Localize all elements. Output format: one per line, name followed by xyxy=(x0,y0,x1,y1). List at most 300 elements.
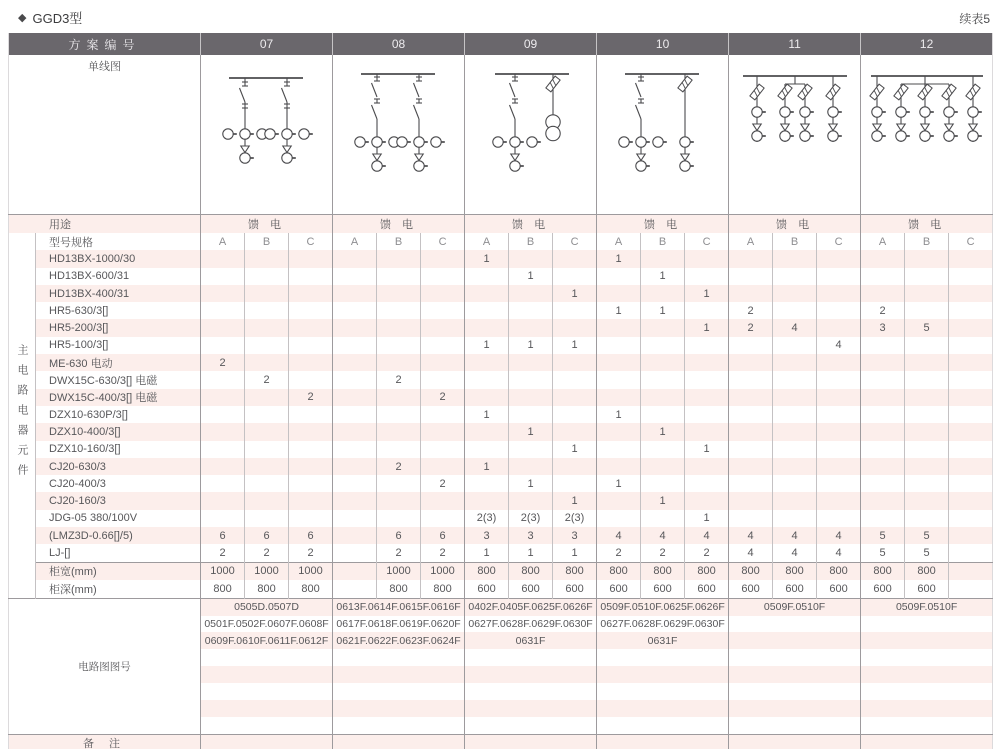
cabinet-width-cell xyxy=(333,562,377,580)
quantity-cell xyxy=(817,492,861,509)
quantity-cell xyxy=(817,389,861,406)
quantity-cell xyxy=(465,268,509,285)
drawing-number-section-label: 电路图图号 xyxy=(9,598,201,734)
quantity-cell xyxy=(333,302,377,319)
quantity-cell: 3 xyxy=(509,527,553,544)
diagram-row xyxy=(9,55,993,215)
quantity-cell xyxy=(597,389,641,406)
subcolumn-header: A xyxy=(597,233,641,250)
quantity-cell xyxy=(289,285,333,302)
drawing-number-cell: 0621F.0622F.0623F.0624F xyxy=(333,632,465,649)
quantity-cell: 4 xyxy=(817,527,861,544)
quantity-cell xyxy=(245,354,289,371)
quantity-cell xyxy=(377,250,421,267)
cabinet-depth-cell: 600 xyxy=(861,580,905,598)
quantity-cell xyxy=(509,458,553,475)
drawing-number-cell xyxy=(861,683,993,700)
quantity-cell: 2 xyxy=(421,544,465,562)
quantity-cell xyxy=(729,285,773,302)
quantity-cell xyxy=(289,354,333,371)
quantity-cell xyxy=(421,354,465,371)
subcolumn-header: B xyxy=(377,233,421,250)
quantity-cell xyxy=(201,510,245,527)
quantity-cell xyxy=(201,475,245,492)
quantity-cell: 2 xyxy=(729,319,773,336)
cabinet-width-cell: 800 xyxy=(817,562,861,580)
drawing-number-cell xyxy=(201,700,333,717)
drawing-number-cell xyxy=(729,616,861,633)
quantity-cell xyxy=(641,389,685,406)
drawing-number-cell: 0613F.0614F.0615F.0616F xyxy=(333,598,465,615)
quantity-cell xyxy=(201,319,245,336)
quantity-cell xyxy=(333,337,377,354)
subcolumn-header: B xyxy=(509,233,553,250)
title-bar xyxy=(8,8,992,33)
quantity-cell xyxy=(245,285,289,302)
quantity-cell xyxy=(465,475,509,492)
quantity-cell xyxy=(861,268,905,285)
quantity-cell xyxy=(861,250,905,267)
quantity-cell xyxy=(201,250,245,267)
quantity-cell xyxy=(685,371,729,388)
quantity-cell xyxy=(333,475,377,492)
quantity-cell xyxy=(509,354,553,371)
remark-cell xyxy=(729,734,861,749)
quantity-cell xyxy=(597,285,641,302)
single-line-diagram-09 xyxy=(465,58,596,208)
quantity-cell xyxy=(817,268,861,285)
drawing-number-cell xyxy=(465,683,597,700)
quantity-cell xyxy=(333,458,377,475)
cabinet-depth-cell: 600 xyxy=(641,580,685,598)
cabinet-width-cell: 800 xyxy=(861,562,905,580)
quantity-cell xyxy=(377,268,421,285)
component-row xyxy=(9,319,993,336)
quantity-cell xyxy=(553,302,597,319)
quantity-cell xyxy=(597,458,641,475)
component-row xyxy=(9,406,993,423)
drawing-number-cell: 0617F.0618F.0619F.0620F xyxy=(333,616,465,633)
quantity-cell: 1 xyxy=(553,337,597,354)
quantity-cell xyxy=(377,475,421,492)
scheme-header-09: 09 xyxy=(465,33,597,55)
quantity-cell: 4 xyxy=(729,544,773,562)
diagram-cell-08 xyxy=(333,55,465,215)
subcolumn-header: C xyxy=(421,233,465,250)
drawing-number-cell xyxy=(597,666,729,683)
drawing-number-cell xyxy=(729,700,861,717)
cabinet-width-cell: 800 xyxy=(641,562,685,580)
drawing-number-cell xyxy=(201,717,333,734)
cabinet-depth-cell: 600 xyxy=(553,580,597,598)
quantity-cell xyxy=(333,544,377,562)
quantity-cell xyxy=(509,441,553,458)
quantity-cell: 2(3) xyxy=(465,510,509,527)
cabinet-depth-cell: 600 xyxy=(465,580,509,598)
subcolumn-header: B xyxy=(773,233,817,250)
quantity-cell xyxy=(377,510,421,527)
drawing-number-cell xyxy=(729,683,861,700)
component-name: CJ20-160/3 xyxy=(36,492,201,509)
quantity-cell: 4 xyxy=(773,527,817,544)
quantity-cell xyxy=(817,302,861,319)
quantity-cell: 1 xyxy=(509,268,553,285)
subcolumn-header: C xyxy=(817,233,861,250)
quantity-cell xyxy=(289,406,333,423)
quantity-cell: 2 xyxy=(421,475,465,492)
component-name: LJ-[] xyxy=(49,546,71,559)
quantity-cell xyxy=(949,268,993,285)
quantity-cell xyxy=(905,423,949,440)
usage-cell: 馈 电 xyxy=(333,215,465,234)
quantity-cell xyxy=(597,371,641,388)
quantity-cell xyxy=(201,302,245,319)
component-row xyxy=(9,510,993,527)
quantity-cell: 2 xyxy=(421,389,465,406)
quantity-cell xyxy=(905,510,949,527)
quantity-cell xyxy=(949,492,993,509)
quantity-cell: 1 xyxy=(597,406,641,423)
drawing-number-cell xyxy=(465,717,597,734)
quantity-cell xyxy=(861,458,905,475)
quantity-cell xyxy=(773,406,817,423)
quantity-cell xyxy=(465,441,509,458)
main-circuit-components-strip xyxy=(9,233,36,598)
subcolumn-header: C xyxy=(685,233,729,250)
quantity-cell xyxy=(905,406,949,423)
drawing-number-cell xyxy=(861,616,993,633)
quantity-cell xyxy=(861,423,905,440)
quantity-cell xyxy=(333,423,377,440)
quantity-cell xyxy=(465,354,509,371)
quantity-cell: 6 xyxy=(377,527,421,544)
quantity-cell xyxy=(685,423,729,440)
remark-cell xyxy=(465,734,597,749)
quantity-cell xyxy=(817,319,861,336)
quantity-cell xyxy=(465,302,509,319)
drawing-number-cell xyxy=(861,700,993,717)
quantity-cell xyxy=(245,475,289,492)
cabinet-width-cell: 1000 xyxy=(421,562,465,580)
quantity-cell: 5 xyxy=(905,527,949,544)
component-row xyxy=(9,441,993,458)
quantity-cell xyxy=(685,250,729,267)
quantity-cell xyxy=(641,337,685,354)
quantity-cell: 2 xyxy=(641,544,685,562)
quantity-cell xyxy=(333,406,377,423)
quantity-cell xyxy=(641,406,685,423)
quantity-cell xyxy=(905,268,949,285)
diagram-cell-09 xyxy=(465,55,597,215)
drawing-number-cell: 0505D.0507D xyxy=(201,598,333,615)
remark-cell xyxy=(861,734,993,749)
remark-cell xyxy=(333,734,465,749)
quantity-cell: 1 xyxy=(685,510,729,527)
quantity-cell xyxy=(773,389,817,406)
drawing-number-cell: 0627F.0628F.0629F.0630F xyxy=(597,616,729,633)
quantity-cell xyxy=(553,475,597,492)
quantity-cell xyxy=(245,268,289,285)
component-name: CJ20-400/3 xyxy=(49,477,106,490)
quantity-cell xyxy=(729,458,773,475)
scheme-header-10: 10 xyxy=(597,33,729,55)
quantity-cell xyxy=(685,475,729,492)
component-name: DWX15C-630/3[] 电磁 xyxy=(49,375,158,388)
quantity-cell xyxy=(333,527,377,544)
spec-header-row xyxy=(9,233,993,250)
cabinet-depth-cell: 800 xyxy=(421,580,465,598)
quantity-cell: 4 xyxy=(817,337,861,354)
quantity-cell xyxy=(201,337,245,354)
quantity-cell xyxy=(641,250,685,267)
quantity-cell xyxy=(333,492,377,509)
single-line-diagram-11 xyxy=(729,58,860,208)
quantity-cell xyxy=(289,250,333,267)
component-name: DZX10-160/3[] xyxy=(49,443,121,456)
quantity-cell xyxy=(729,406,773,423)
quantity-cell xyxy=(201,423,245,440)
component-row xyxy=(9,423,993,440)
drawing-number-cell xyxy=(861,632,993,649)
drawing-number-cell xyxy=(333,649,465,666)
component-name: DZX10-630P/3[] xyxy=(49,408,128,421)
quantity-cell: 2 xyxy=(201,354,245,371)
drawing-number-cell xyxy=(465,666,597,683)
quantity-cell xyxy=(641,475,685,492)
quantity-cell xyxy=(289,268,333,285)
scheme-header-12: 12 xyxy=(861,33,993,55)
drawing-number-cell: 0609F.0610F.0611F.0612F xyxy=(201,632,333,649)
quantity-cell xyxy=(289,302,333,319)
quantity-cell xyxy=(245,319,289,336)
quantity-cell xyxy=(949,406,993,423)
quantity-cell xyxy=(861,475,905,492)
drawing-number-cell xyxy=(465,649,597,666)
quantity-cell xyxy=(201,406,245,423)
cabinet-width-cell: 800 xyxy=(465,562,509,580)
quantity-cell: 1 xyxy=(597,302,641,319)
quantity-cell xyxy=(377,441,421,458)
quantity-cell xyxy=(773,337,817,354)
component-name: (LMZ3D-0.66[]/5) xyxy=(36,527,201,544)
quantity-cell xyxy=(949,510,993,527)
quantity-cell xyxy=(685,302,729,319)
quantity-cell xyxy=(817,510,861,527)
quantity-cell xyxy=(553,250,597,267)
cabinet-width-cell: 800 xyxy=(685,562,729,580)
quantity-cell xyxy=(465,389,509,406)
single-line-diagram-12 xyxy=(861,58,992,208)
quantity-cell xyxy=(377,423,421,440)
remark-cell xyxy=(201,734,333,749)
quantity-cell xyxy=(245,441,289,458)
subcolumn-header: B xyxy=(245,233,289,250)
quantity-cell: 1 xyxy=(553,544,597,562)
quantity-cell xyxy=(289,337,333,354)
cabinet-depth-cell: 800 xyxy=(289,580,333,598)
quantity-cell xyxy=(333,371,377,388)
quantity-cell xyxy=(729,510,773,527)
quantity-cell xyxy=(685,337,729,354)
quantity-cell xyxy=(421,510,465,527)
spec-table-body xyxy=(9,33,993,749)
quantity-cell: 3 xyxy=(553,527,597,544)
quantity-cell xyxy=(597,354,641,371)
quantity-cell xyxy=(905,337,949,354)
quantity-cell: 2 xyxy=(377,458,421,475)
cabinet-depth-cell: 800 xyxy=(201,580,245,598)
quantity-cell xyxy=(817,441,861,458)
quantity-cell xyxy=(861,285,905,302)
quantity-cell xyxy=(509,319,553,336)
quantity-cell xyxy=(773,302,817,319)
quantity-cell xyxy=(289,423,333,440)
quantity-cell xyxy=(245,337,289,354)
drawing-number-cell xyxy=(597,683,729,700)
quantity-cell xyxy=(509,389,553,406)
quantity-cell xyxy=(421,285,465,302)
drawing-number-cell xyxy=(861,666,993,683)
quantity-cell xyxy=(597,492,641,509)
quantity-cell xyxy=(641,319,685,336)
quantity-cell: 1 xyxy=(641,268,685,285)
cabinet-depth-cell: 800 xyxy=(245,580,289,598)
quantity-cell xyxy=(333,319,377,336)
quantity-cell xyxy=(421,268,465,285)
remark-cell xyxy=(597,734,729,749)
single-line-diagram-08 xyxy=(333,58,464,208)
quantity-cell: 4 xyxy=(641,527,685,544)
quantity-cell: 3 xyxy=(465,527,509,544)
quantity-cell xyxy=(641,458,685,475)
quantity-cell xyxy=(553,406,597,423)
cabinet-depth-cell xyxy=(333,580,377,598)
quantity-cell: 2 xyxy=(289,544,333,562)
quantity-cell xyxy=(597,268,641,285)
quantity-cell xyxy=(201,441,245,458)
quantity-cell xyxy=(421,458,465,475)
component-row xyxy=(9,458,993,475)
quantity-cell xyxy=(729,250,773,267)
quantity-cell xyxy=(421,441,465,458)
scheme-header-08: 08 xyxy=(333,33,465,55)
quantity-cell xyxy=(861,492,905,509)
quantity-cell xyxy=(289,458,333,475)
quantity-cell xyxy=(817,406,861,423)
drawing-number-cell: 0402F.0405F.0625F.0626F xyxy=(465,598,597,615)
quantity-cell xyxy=(685,354,729,371)
quantity-cell: 1 xyxy=(509,544,553,562)
quantity-cell xyxy=(377,319,421,336)
subcolumn-header: C xyxy=(289,233,333,250)
cabinet-width-cell: 1000 xyxy=(245,562,289,580)
cabinet-width-cell: 800 xyxy=(553,562,597,580)
diamond-icon: ◆ xyxy=(18,12,27,24)
quantity-cell xyxy=(729,492,773,509)
quantity-cell xyxy=(377,389,421,406)
quantity-cell xyxy=(949,319,993,336)
cabinet-depth-cell: 600 xyxy=(817,580,861,598)
component-row xyxy=(9,389,993,406)
quantity-cell xyxy=(685,458,729,475)
quantity-cell xyxy=(377,285,421,302)
quantity-cell: 5 xyxy=(861,527,905,544)
quantity-cell xyxy=(509,492,553,509)
quantity-cell xyxy=(773,250,817,267)
quantity-cell xyxy=(245,389,289,406)
subcolumn-header: C xyxy=(553,233,597,250)
quantity-cell xyxy=(597,319,641,336)
quantity-cell xyxy=(773,441,817,458)
drawing-number-cell xyxy=(333,700,465,717)
quantity-cell: 1 xyxy=(641,302,685,319)
quantity-cell xyxy=(817,423,861,440)
quantity-cell: 4 xyxy=(597,527,641,544)
quantity-cell xyxy=(553,319,597,336)
drawing-row xyxy=(9,598,993,615)
quantity-cell xyxy=(773,492,817,509)
quantity-cell xyxy=(641,354,685,371)
diagram-cell-11 xyxy=(729,55,861,215)
quantity-cell xyxy=(201,492,245,509)
quantity-cell xyxy=(421,423,465,440)
quantity-cell xyxy=(817,371,861,388)
quantity-cell xyxy=(949,302,993,319)
quantity-cell xyxy=(289,510,333,527)
quantity-cell: 1 xyxy=(641,423,685,440)
quantity-cell: 5 xyxy=(905,544,949,562)
component-row xyxy=(9,250,993,267)
quantity-cell xyxy=(333,354,377,371)
quantity-cell: 6 xyxy=(289,527,333,544)
quantity-cell xyxy=(377,406,421,423)
quantity-cell xyxy=(421,302,465,319)
quantity-cell xyxy=(245,458,289,475)
quantity-cell xyxy=(597,423,641,440)
quantity-cell: 4 xyxy=(817,544,861,562)
component-name: HD13BX-600/31 xyxy=(49,270,130,283)
usage-row xyxy=(9,215,993,234)
quantity-cell: 1 xyxy=(509,475,553,492)
quantity-cell xyxy=(245,492,289,509)
component-row xyxy=(9,492,993,509)
quantity-cell xyxy=(905,389,949,406)
quantity-cell xyxy=(201,285,245,302)
quantity-cell xyxy=(377,492,421,509)
usage-cell: 馈 电 xyxy=(861,215,993,234)
quantity-cell: 5 xyxy=(861,544,905,562)
scheme-number-header: 方案编号 xyxy=(9,33,201,55)
component-name: ME-630 电动 xyxy=(36,354,201,371)
quantity-cell: 4 xyxy=(773,319,817,336)
header-row xyxy=(9,33,993,55)
quantity-cell xyxy=(597,337,641,354)
component-name: HR5-100/3[] xyxy=(49,339,109,352)
quantity-cell: 2 xyxy=(245,371,289,388)
drawing-number-cell xyxy=(729,649,861,666)
component-row xyxy=(9,371,993,388)
diagram-cell-10 xyxy=(597,55,729,215)
spec-header-label: 型号规格 xyxy=(49,236,93,249)
drawing-number-cell xyxy=(201,666,333,683)
scheme-header-11: 11 xyxy=(729,33,861,55)
quantity-cell xyxy=(553,389,597,406)
scheme-header-07: 07 xyxy=(201,33,333,55)
drawing-number-cell xyxy=(333,666,465,683)
usage-cell: 馈 电 xyxy=(465,215,597,234)
quantity-cell: 4 xyxy=(729,527,773,544)
quantity-cell xyxy=(949,250,993,267)
